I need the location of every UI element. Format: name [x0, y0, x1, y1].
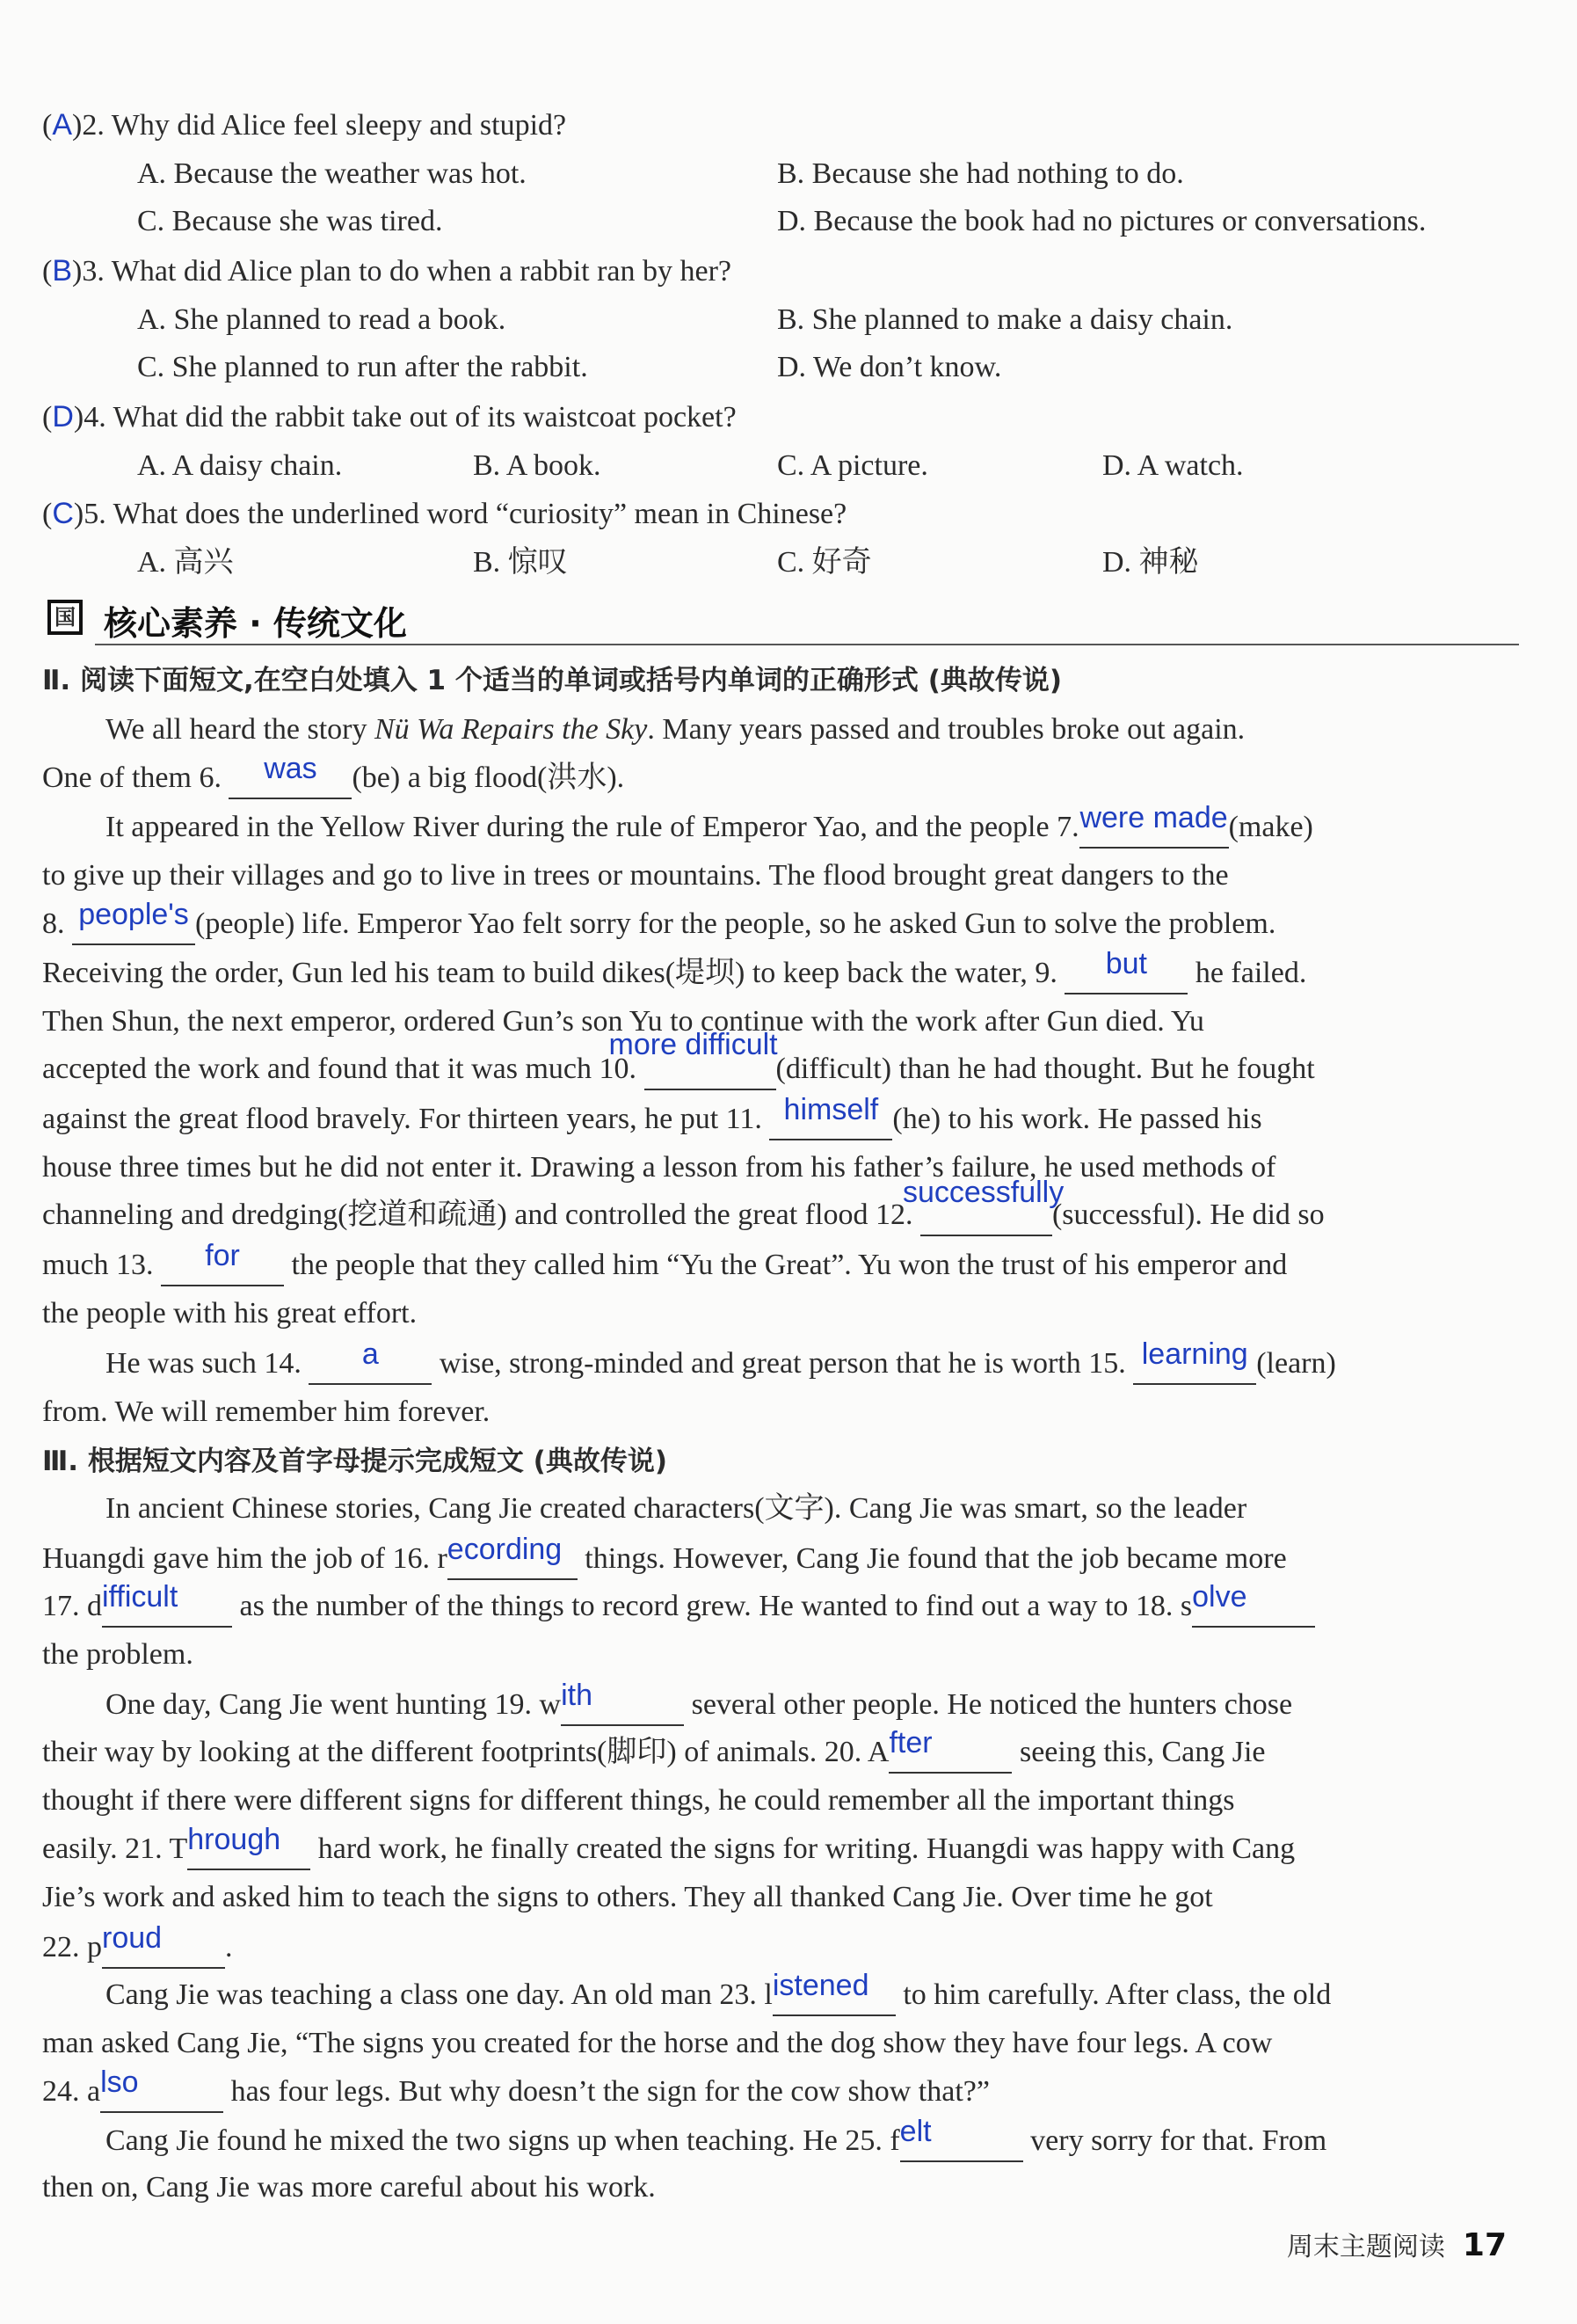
story-title: Nü Wa Repairs the Sky — [374, 713, 648, 746]
q5-option-b: B. 惊叹 — [473, 546, 568, 579]
passage3-line: 22. proud . — [42, 1927, 1519, 1969]
passage3-line: Huangdi gave him the job of 16. recording things. However, Cang Jie found that the job became more — [42, 1539, 1519, 1580]
passage2-line: house three times but he did not enter it. Drawing a lesson from his father’s failure, he used methods of — [42, 1151, 1276, 1184]
passage3-line: easily. 21. Through hard work, he finally created the signs for writing. Huangdi was happy with Cang — [42, 1829, 1519, 1870]
q2-option-a: A. Because the weather was hot. — [137, 157, 527, 190]
blank-20: fter — [889, 1732, 1012, 1774]
passage2-line: He was such 14. a wise, strong-minded and great person that he is worth 15. learning (learn) — [105, 1344, 1577, 1385]
q3-option-a: A. She planned to read a book. — [137, 303, 506, 336]
section-title: 核心素养 · 传统文化 — [104, 604, 407, 643]
footer-label: 周末主题阅读 — [1286, 2232, 1445, 2262]
passage3-line: the problem. — [42, 1638, 193, 1671]
blank-15: learning — [1133, 1344, 1256, 1385]
blank-18: olve — [1192, 1586, 1315, 1628]
section-2-title: Ⅱ. 阅读下面短文,在空白处填入 1 个适当的单词或括号内单词的正确形式 (典故传说) — [42, 665, 1063, 696]
blank-9: but — [1065, 953, 1188, 994]
q5-option-a: A. 高兴 — [137, 546, 234, 579]
blank-19: ith — [561, 1685, 684, 1726]
blank-22: roud — [102, 1927, 225, 1969]
passage2-line: accepted the work and found that it was much 10. more difficult (difficult) than he had thought. But he fought — [42, 1050, 1519, 1090]
blank-7: were made — [1079, 807, 1229, 849]
question-4: (D)4. What did the rabbit take out of its waistcoat pocket? — [42, 400, 737, 433]
section-3-title: Ⅲ. 根据短文内容及首字母提示完成短文 (典故传说) — [42, 1446, 667, 1477]
blank-10: more difficult — [644, 1050, 776, 1090]
q2-option-d: D. Because the book had no pictures or conversations. — [777, 205, 1427, 237]
passage3-line: thought if there were different signs for different things, he could remember all the important things — [42, 1784, 1235, 1817]
blank-13: for — [161, 1245, 284, 1286]
section-divider — [95, 644, 1519, 645]
blank-23: istened — [773, 1975, 896, 2016]
blank-12: successfully — [920, 1196, 1052, 1236]
passage3-line: 24. also has four legs. But why doesn’t the sign for the cow show that?” — [42, 2072, 1519, 2113]
q4-option-b: B. A book. — [473, 449, 601, 482]
passage2-line: from. We will remember him forever. — [42, 1395, 491, 1428]
q2-option-b: B. Because she had nothing to do. — [777, 157, 1184, 190]
page-number: 17 — [1462, 2227, 1507, 2263]
question-5: (C)5. What does the underlined word “curiosity” mean in Chinese? — [42, 497, 847, 530]
q2-option-c: C. Because she was tired. — [137, 205, 443, 237]
question-3: (B)3. What did Alice plan to do when a rabbit ran by her? — [42, 254, 732, 288]
passage3-line: Jie’s work and asked him to teach the signs to others. They all thanked Cang Jie. Over time he got — [42, 1881, 1213, 1913]
passage2-line: against the great flood bravely. For thirteen years, he put 11. himself (he) to his work. He passed his — [42, 1099, 1519, 1140]
q4-option-d: D. A watch. — [1102, 449, 1244, 482]
passage2-line: much 13. for the people that they called him “Yu the Great”. Yu won the trust of his emperor and — [42, 1245, 1519, 1286]
passage3-line: their way by looking at the different footprints(脚印) of animals. 20. After seeing this, Cang Jie — [42, 1732, 1519, 1774]
passage3-line: Cang Jie found he mixed the two signs up when teaching. He 25. felt very sorry for that. From — [105, 2121, 1577, 2162]
answer-q5: C — [52, 497, 74, 530]
answer-q2: A — [52, 108, 73, 142]
q4-option-c: C. A picture. — [777, 449, 928, 482]
section-header — [42, 596, 1519, 642]
passage3-line: then on, Cang Jie was more careful about his work. — [42, 2171, 656, 2204]
q4-option-a: A. A daisy chain. — [137, 449, 343, 482]
blank-24: lso — [100, 2072, 223, 2113]
passage3-line: man asked Cang Jie, “The signs you created for the horse and the dog show they have four legs. A cow — [42, 2027, 1273, 2059]
blank-8: people's — [72, 904, 195, 945]
passage2-line: One of them 6. was (be) a big flood(洪水). — [42, 758, 1519, 799]
page-footer — [1287, 2225, 1507, 2263]
q3-option-b: B. She planned to make a daisy chain. — [777, 303, 1233, 336]
passage3-line: 17. difficult as the number of the things to record grew. He wanted to find out a way to 18. solve — [42, 1586, 1519, 1628]
answer-q3: B — [52, 254, 73, 288]
passage2-line: channeling and dredging(挖道和疏通) and controlled the great flood 12. successfully (successful). He did so — [42, 1196, 1519, 1236]
q5-option-c: C. 好奇 — [777, 546, 872, 579]
question-2: (A)2. Why did Alice feel sleepy and stupid? — [42, 108, 567, 142]
q3-option-c: C. She planned to run after the rabbit. — [137, 351, 588, 383]
blank-16: ecording — [447, 1539, 578, 1580]
passage3-line: In ancient Chinese stories, Cang Jie created characters(文字). Cang Jie was smart, so the leader — [105, 1492, 1247, 1525]
blank-21: hrough — [187, 1829, 310, 1870]
section-icon: 国 — [47, 600, 83, 635]
blank-14: a — [309, 1344, 432, 1385]
blank-11: himself — [769, 1099, 892, 1140]
blank-25: elt — [900, 2121, 1023, 2162]
passage3-line: One day, Cang Jie went hunting 19. with several other people. He noticed the hunters chose — [105, 1685, 1577, 1726]
passage2-line: Receiving the order, Gun led his team to build dikes(堤坝) to keep back the water, 9. but he failed. — [42, 953, 1519, 994]
passage3-line: Cang Jie was teaching a class one day. An old man 23. listened to him carefully. After class, the old — [105, 1975, 1577, 2016]
q3-option-d: D. We don’t know. — [777, 351, 1002, 383]
passage2-line: the people with his great effort. — [42, 1297, 418, 1330]
blank-6: was — [229, 758, 352, 799]
passage2-line: 8. people's (people) life. Emperor Yao felt sorry for the people, so he asked Gun to solve the problem. — [42, 904, 1519, 945]
answer-q4: D — [52, 400, 74, 433]
blank-17: ifficult — [102, 1586, 232, 1628]
q5-option-d: D. 神秘 — [1102, 546, 1199, 579]
passage2-line: It appeared in the Yellow River during the rule of Emperor Yao, and the people 7.were made(make) — [105, 807, 1577, 849]
passage2-line: Then Shun, the next emperor, ordered Gun’s son Yu to continue with the work after Gun died. Yu — [42, 1005, 1204, 1038]
passage2-line: We all heard the story Nü Wa Repairs the Sky. Many years passed and troubles broke out again. — [105, 713, 1246, 746]
passage2-line: to give up their villages and go to live in trees or mountains. The flood brought great dangers to the — [42, 859, 1229, 892]
